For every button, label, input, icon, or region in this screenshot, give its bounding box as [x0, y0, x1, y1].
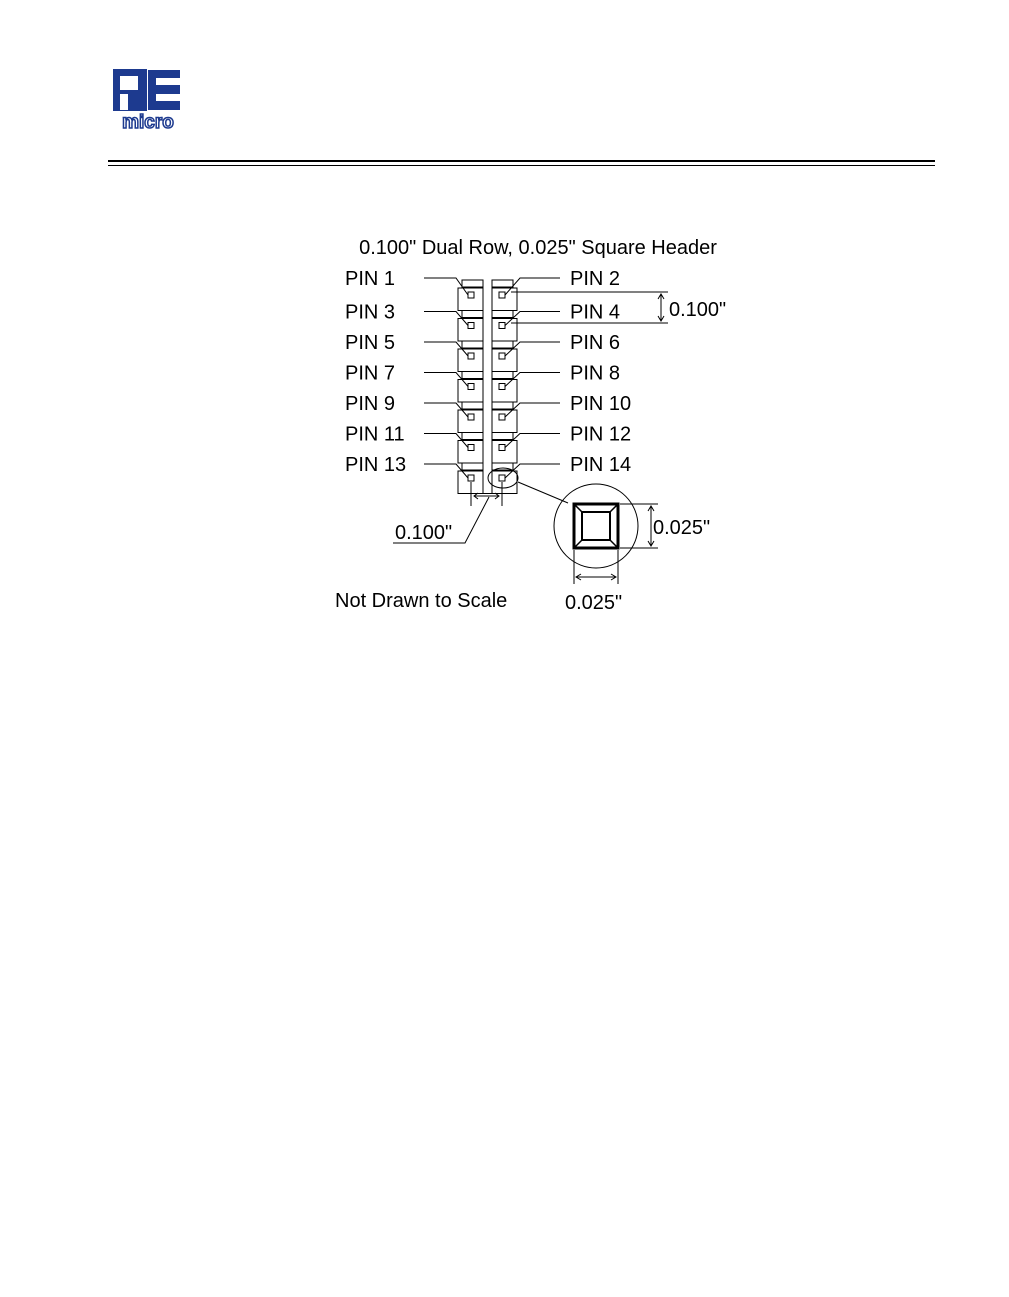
housing-tab-right — [492, 372, 513, 379]
pin-label-right: PIN 10 — [570, 393, 632, 415]
pin-width-label: 0.025" — [565, 592, 623, 614]
housing-cell-left — [458, 410, 483, 433]
leader-left — [424, 403, 468, 417]
housing-cell-right — [492, 288, 517, 311]
pin-label-left: PIN 5 — [345, 332, 396, 354]
not-to-scale-note: Not Drawn to Scale — [335, 590, 508, 612]
housing-tab-left — [462, 402, 483, 409]
leader-left — [424, 434, 468, 448]
housing-tab-right — [492, 433, 513, 440]
leader-left — [424, 373, 468, 387]
pin-square-left — [468, 475, 474, 481]
housing-tab-left — [462, 341, 483, 348]
pin-square-left — [468, 414, 474, 420]
pin-square-right — [499, 445, 505, 451]
pin-square-left — [468, 445, 474, 451]
pin-square-right — [499, 384, 505, 390]
housing-cell-right — [492, 349, 517, 372]
pin-label-left: PIN 7 — [345, 362, 396, 385]
pin-label-right: PIN 6 — [570, 332, 621, 354]
housing-tab-right — [492, 341, 513, 348]
pin-labels-right — [570, 268, 631, 476]
pin-square-right — [499, 292, 505, 298]
leader-left — [424, 464, 468, 478]
housing-cell-right — [492, 380, 517, 403]
pin-label-right: PIN 14 — [570, 454, 632, 476]
leader-left — [424, 278, 468, 295]
pin-square-right — [499, 353, 505, 359]
pin-square-left — [468, 353, 474, 359]
pin-label-right: PIN 4 — [570, 301, 621, 324]
pin-square-right — [499, 414, 505, 420]
housing-cell-right — [492, 319, 517, 342]
pin-label-left: PIN 1 — [345, 268, 396, 290]
housing-cell-right — [492, 441, 517, 464]
housing-tab-left — [462, 463, 483, 470]
pin-height-label: 0.025" — [653, 517, 711, 539]
svg-text:micro: micro — [122, 112, 174, 132]
pin-labels-left — [345, 268, 406, 476]
housing-cell-left — [458, 288, 483, 311]
pin-square-left — [468, 292, 474, 298]
housing-cell-right — [492, 410, 517, 433]
housing-tab-right — [492, 402, 513, 409]
pin-label-left: PIN 13 — [345, 454, 407, 476]
pin-label-right: PIN 12 — [570, 423, 632, 446]
housing-cell-left — [458, 319, 483, 342]
housing-cell-left — [458, 380, 483, 403]
housing-tab-right — [492, 311, 513, 318]
housing-cell-right — [492, 471, 517, 494]
housing-cell-left — [458, 441, 483, 464]
header-body — [458, 280, 517, 494]
column-pitch-label: 0.100" — [395, 522, 453, 544]
pin-square-right — [499, 475, 505, 481]
housing-cell-left — [458, 349, 483, 372]
pin-square-left — [468, 384, 474, 390]
pin-square-left — [468, 323, 474, 329]
pin-label-left: PIN 9 — [345, 393, 396, 415]
row-pitch-label: 0.100" — [669, 299, 727, 321]
leader-left — [424, 312, 468, 326]
housing-tab-left — [462, 372, 483, 379]
housing-tab-left — [462, 311, 483, 318]
housing-tab-right — [492, 280, 513, 287]
pin-label-left: PIN 11 — [345, 423, 405, 446]
pin-label-right: PIN 2 — [570, 268, 621, 290]
pin-label-left: PIN 3 — [345, 301, 396, 324]
housing-tab-left — [462, 433, 483, 440]
housing-tab-left — [462, 280, 483, 287]
pin-detail-callout — [488, 468, 658, 584]
pin-square-right — [499, 323, 505, 329]
pin-label-right: PIN 8 — [570, 362, 621, 385]
diagram-title: 0.100" Dual Row, 0.025" Square Header — [359, 237, 717, 259]
leader-left — [424, 342, 468, 356]
